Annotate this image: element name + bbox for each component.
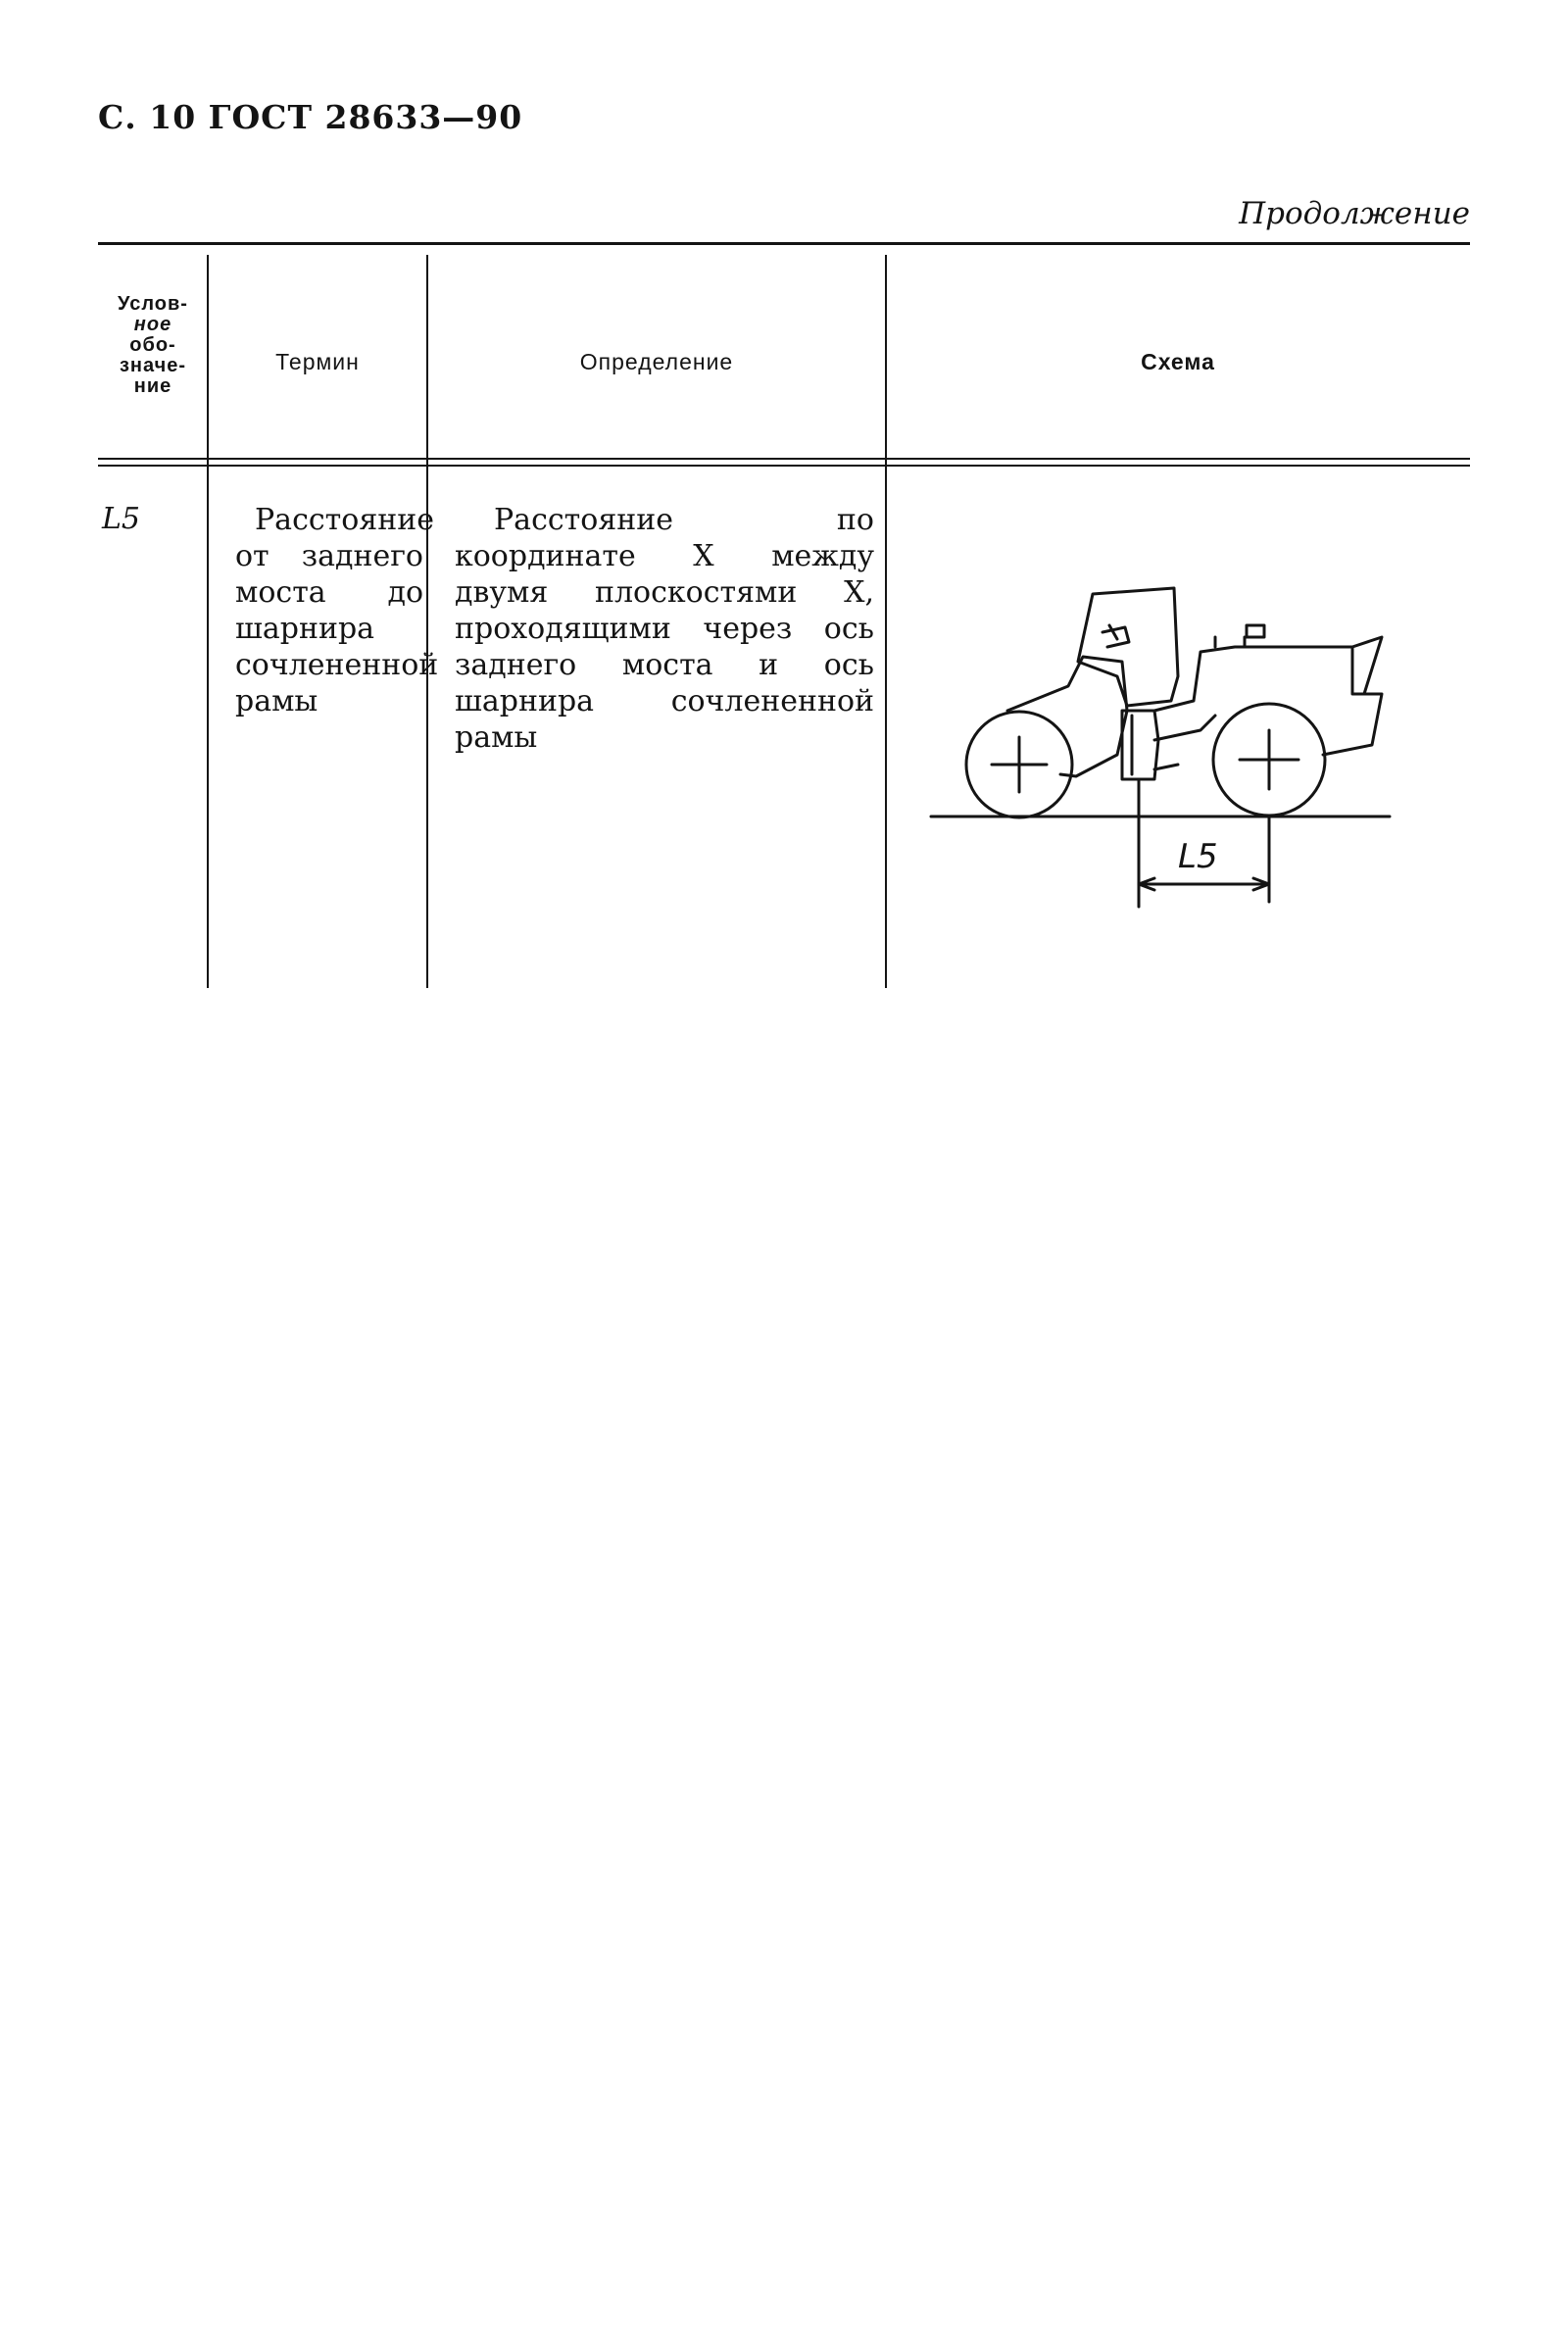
table-top-rule [98, 242, 1470, 245]
column-header-scheme: Схема [1141, 349, 1215, 374]
column-header-symbol: Услов- ное обо- значе- ние [118, 293, 188, 397]
row-term: Расстояние от заднего моста до шарнира сочлененной рамы [235, 503, 439, 718]
rear-frame [1154, 637, 1382, 711]
articulation-joint [1122, 711, 1158, 779]
row-symbol: L5 [102, 502, 141, 536]
row-definition: Расстояние по координате X между двумя плоскостями X, проходящими через ось заднего моста и ось шарнира сочлененной рамы [455, 503, 874, 755]
tractor-scheme-drawing [921, 569, 1392, 912]
scheme-dimension-label: L5 [1178, 837, 1218, 876]
cab [1078, 588, 1178, 706]
column-header-definition: Определение [579, 349, 734, 374]
continuation-label: Продолжение [1239, 196, 1470, 231]
header-rule-1 [98, 458, 1470, 460]
column-header-term: Термин [275, 349, 360, 374]
header-rule-2 [98, 465, 1470, 467]
page-header: С. 10 ГОСТ 28633—90 [98, 98, 523, 136]
